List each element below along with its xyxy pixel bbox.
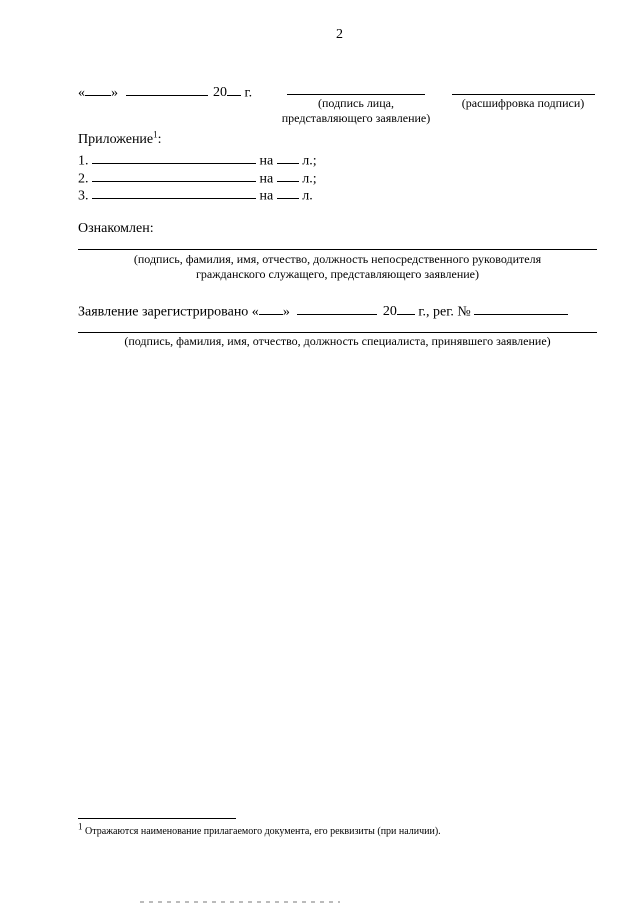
item-unit: л.; <box>302 171 317 187</box>
close-quote: » <box>111 85 118 101</box>
signature-caption <box>270 96 442 126</box>
acquainted-label: Ознакомлен: <box>78 221 154 236</box>
registration-prefix: Заявление зарегистрировано « <box>78 304 259 320</box>
reg-year-blank <box>397 301 415 315</box>
decoding-caption: (расшифровка подписи) <box>461 96 585 110</box>
item-na: на <box>259 171 274 187</box>
footnote-ref: 1 <box>153 129 158 140</box>
acquainted-caption <box>78 252 597 282</box>
year-suffix: г. <box>244 85 253 101</box>
attachment-title-suffix: : <box>157 132 162 147</box>
footnote-separator <box>78 818 236 819</box>
open-quote: « <box>78 85 85 101</box>
day-blank <box>85 82 111 96</box>
signature-line <box>287 94 425 95</box>
year-prefix: 20 <box>213 85 227 101</box>
registration-line <box>78 301 568 320</box>
sheets-blank <box>277 150 299 164</box>
item-blank <box>92 185 256 199</box>
footnote <box>78 821 441 837</box>
page-number: 2 <box>336 27 343 42</box>
item-number: 1. <box>78 153 89 169</box>
reg-year-prefix: 20 <box>382 304 397 320</box>
item-na: на <box>259 153 274 169</box>
footnote-mark: 1 <box>78 821 83 832</box>
sheets-blank <box>277 168 299 182</box>
year-blank <box>227 82 241 96</box>
footnote-text: Отражаются наименование прилагаемого документа, его реквизиты (при наличии). <box>85 826 441 837</box>
acquainted-line <box>78 249 597 250</box>
item-na: на <box>259 188 274 204</box>
reg-month-blank <box>297 301 377 315</box>
acquainted-caption-line1: (подпись, фамилия, имя, отчество, должность непосредственного руководителя <box>133 252 542 266</box>
item-number: 3. <box>78 188 89 204</box>
acquainted-caption-line2: гражданского служащего, представляющего заявление) <box>195 267 479 281</box>
scan-artifact <box>140 901 340 903</box>
registration-caption: (подпись, фамилия, имя, отчество, должность специалиста, принявшего заявление) <box>124 334 551 348</box>
sheets-blank <box>277 185 299 199</box>
attachment-item <box>78 150 317 169</box>
item-number: 2. <box>78 171 89 187</box>
attachment-title-text: Приложение <box>78 132 154 147</box>
attachment-item <box>78 185 313 204</box>
decoding-line <box>452 94 595 95</box>
signature-caption-line2: представляющего заявление) <box>281 111 431 125</box>
item-blank <box>92 168 256 182</box>
signature-caption-line1: (подпись лица, <box>318 96 394 110</box>
registration-signature-line <box>78 332 597 333</box>
item-unit: л.; <box>302 153 317 169</box>
registration-close-quote: » <box>282 304 290 320</box>
month-blank <box>126 82 208 96</box>
reg-number-blank <box>474 301 568 315</box>
date-line <box>78 82 252 101</box>
attachment-title <box>78 129 162 148</box>
item-blank <box>92 150 256 164</box>
item-unit: л. <box>302 188 313 204</box>
reg-year-suffix: г., рег. № <box>418 304 471 320</box>
reg-day-blank <box>259 301 283 315</box>
